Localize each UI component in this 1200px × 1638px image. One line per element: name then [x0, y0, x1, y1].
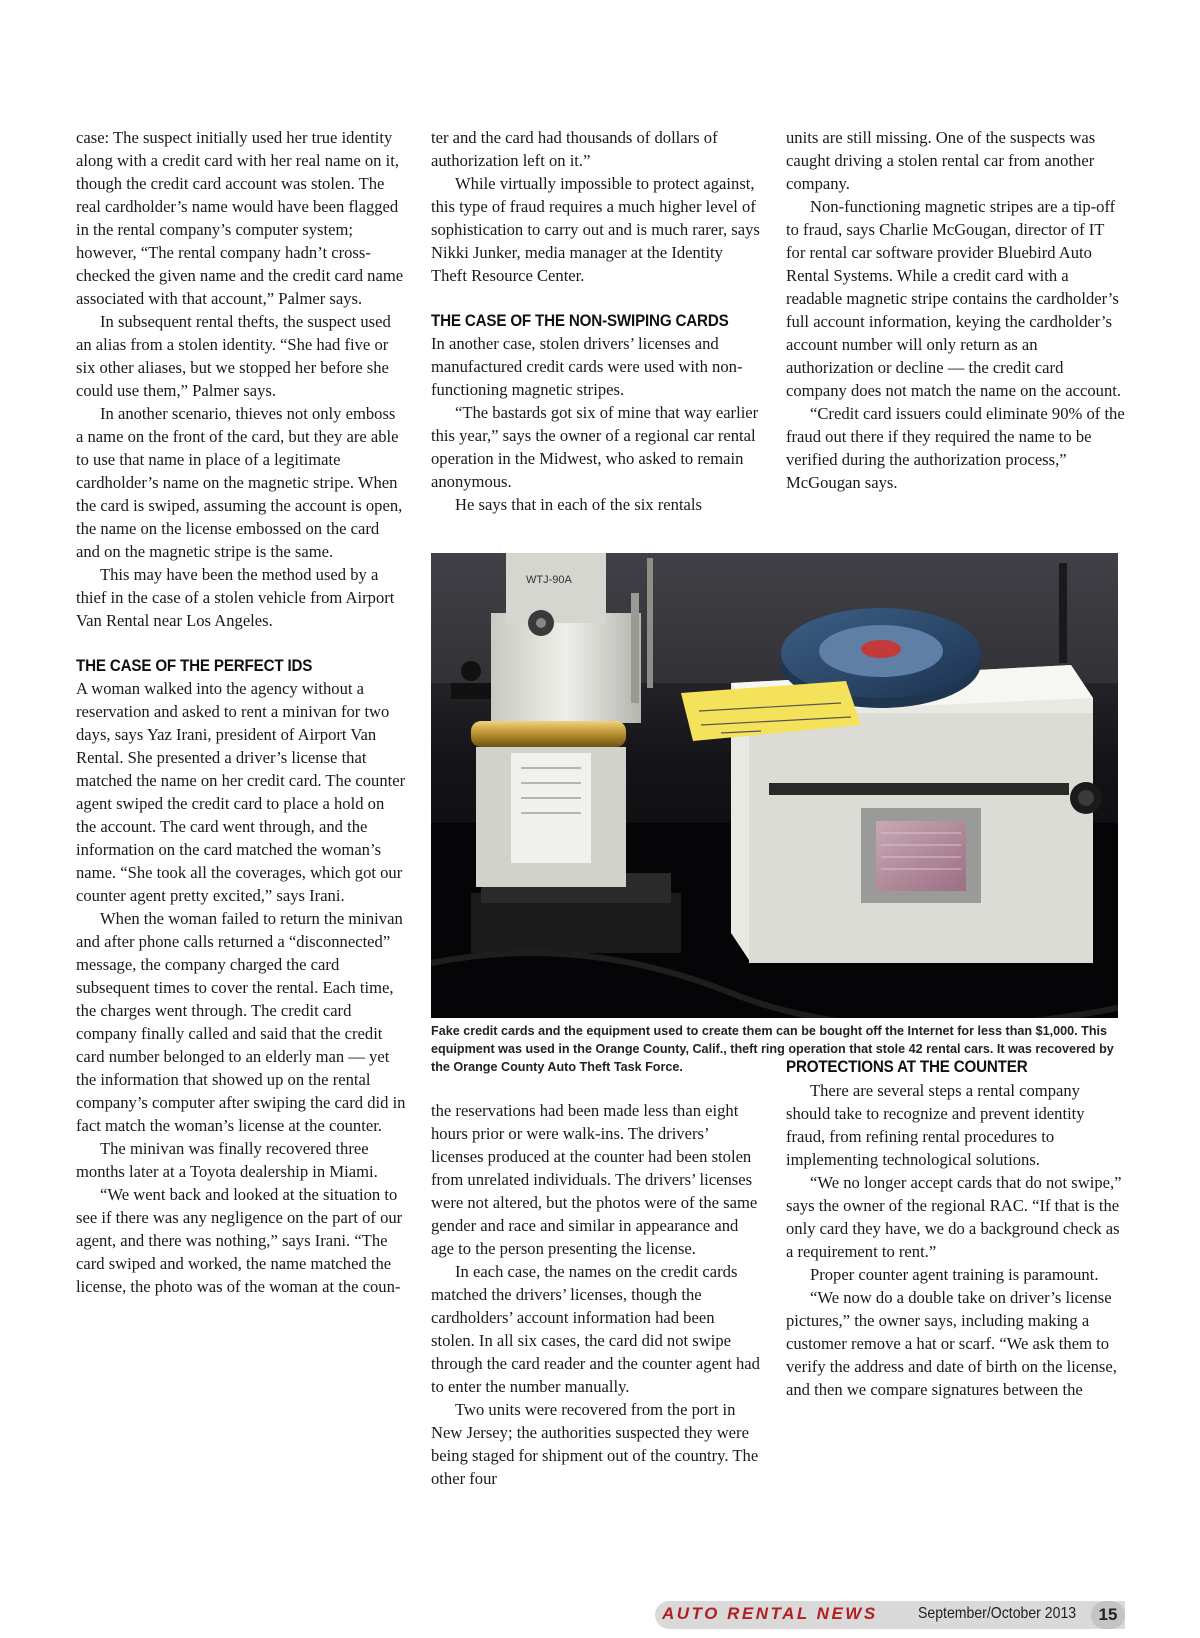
body-paragraph: Non-functioning magnetic stripes are a tip-off to fraud, says Charlie McGougan, director of IT for rental car software provider Bluebird Auto Rental Systems. While a credit card with a readable magnetic stripe contains the cardholder’s full account information, keying the cardholder’s account number will only return as an authorization or decline — the credit card company does not match the name on the account. — [786, 197, 1121, 400]
section-heading: PROTECTIONS AT THE COUNTER — [786, 1058, 1028, 1076]
body-paragraph: This may have been the method used by a thief in the case of a stolen vehicle from Airport Van Rental near Los Angeles. — [76, 565, 395, 630]
page-number: 15 — [1091, 1601, 1125, 1629]
photo-caption: Fake credit cards and the equipment used to create them can be bought off the Internet for less than $1,000. This equipment was used in the Orange County, Calif., theft ring operation that stole 42 rental cars. It was recovered by the Orange County Auto Theft Task Force. — [431, 1024, 1114, 1074]
article-column-3 — [786, 126, 1126, 494]
body-paragraph: units are still missing. One of the suspects was caught driving a stolen rental car from another company. — [786, 128, 1096, 193]
body-paragraph: ter and the card had thousands of dollars of authorization left on it.” — [431, 128, 718, 170]
body-paragraph: “We now do a double take on driver’s license pictures,” the owner says, including making a customer remove a hat or scarf. “We ask them to verify the address and date of birth on the license, and then we compare signatures between the — [786, 1288, 1117, 1399]
publication-name: AUTO RENTAL NEWS — [662, 1604, 878, 1623]
machine-label: WTJ-90A — [526, 574, 572, 586]
body-paragraph: “We no longer accept cards that do not swipe,” says the owner of the regional RAC. “If that is the only card they have, we do a background check as a requirement to rent.” — [786, 1173, 1122, 1261]
body-paragraph: Proper counter agent training is paramount. — [810, 1265, 1099, 1284]
body-paragraph: The minivan was finally recovered three months later at a Toyota dealership in Miami. — [76, 1139, 378, 1181]
body-paragraph: He says that in each of the six rentals — [455, 495, 702, 514]
equipment-photo — [431, 553, 1118, 1018]
article-column-1 — [76, 126, 406, 1298]
body-paragraph: In subsequent rental thefts, the suspect used an alias from a stolen identity. “She had five or six other aliases, but we stopped her before she could use them,” Palmer says. — [76, 312, 391, 400]
article-column-2-continued — [431, 1099, 761, 1490]
body-paragraph: “Credit card issuers could eliminate 90% of the fraud out there if they required the name to be verified during the authorization process,” McGougan says. — [786, 404, 1125, 492]
issue-date: September/October 2013 — [918, 1605, 1077, 1622]
body-paragraph: While virtually impossible to protect against, this type of fraud requires a much higher level of sophistication to carry out and is much rarer, says Nikki Junker, media manager at the Identity Theft Resource Center. — [431, 174, 760, 285]
body-paragraph: A woman walked into the agency without a reservation and asked to rent a minivan for two days, says Yaz Irani, president of Airport Van Rental. She presented a driver’s license that matched the name on her credit card. The counter agent swiped the credit card to place a hold on the account. The card went through, and the information on the card matched the woman’s name. “She took all the coverages, which got our counter agent pretty excited,” says Irani. — [76, 679, 406, 905]
body-paragraph: When the woman failed to return the minivan and after phone calls returned a “disconnected” message, the company charged the card subsequent times to cover the rental. Each time, the charges went through. The credit card company finally called and said that the credit card number belonged to an elderly man — yet the information that showed up on the rental company’s computer after swiping the card did in fact match the woman’s license at the counter. — [76, 909, 406, 1135]
body-paragraph: “We went back and looked at the situation to see if there was any negligence on the part of our agent, and there was nothing,” says Irani. “The card swiped and worked, the name matched the license, the photo was of the woman at the coun- — [76, 1185, 403, 1296]
body-paragraph: In each case, the names on the credit cards matched the drivers’ licenses, though the cardholders’ account information had been stolen. In all six cases, the card did not swipe through the card reader and the counter agent had to enter the number manually. — [431, 1262, 760, 1396]
body-paragraph: In another scenario, thieves not only emboss a name on the front of the card, but they are able to use that name in place of a legitimate cardholder’s name on the magnetic stripe. When the card is swiped, assuming the account is open, the name on the license embossed on the card and on the magnetic stripe is the same. — [76, 404, 403, 561]
article-column-3-continued — [786, 1056, 1126, 1401]
body-paragraph: case: The suspect initially used her true identity along with a credit card with her real name on it, though the credit card account was stolen. The real cardholder’s name would have been flagged in the rental company’s computer system; however, “The rental company hadn’t cross-checked the given name and the credit card name associated with that account,” Palmer says. — [76, 128, 404, 308]
body-paragraph: In another case, stolen drivers’ licenses and manufactured credit cards were used with non-functioning magnetic stripes. — [431, 334, 743, 399]
body-paragraph: There are several steps a rental company should take to recognize and prevent identity fraud, from refining rental procedures to implementing technological solutions. — [786, 1081, 1085, 1169]
section-heading: THE CASE OF THE NON-SWIPING CARDS — [431, 312, 729, 330]
body-paragraph: Two units were recovered from the port in New Jersey; the authorities suspected they were being staged for shipment out of the country. The other four — [431, 1400, 759, 1488]
section-heading: THE CASE OF THE PERFECT IDS — [76, 657, 313, 675]
article-column-2 — [431, 126, 761, 516]
body-paragraph: “The bastards got six of mine that way earlier this year,” says the owner of a regional car rental operation in the Midwest, who asked to remain anonymous. — [431, 403, 759, 491]
body-paragraph: the reservations had been made less than eight hours prior or were walk-ins. The drivers’ licenses produced at the counter had been stolen from unrelated individuals. The drivers’ licenses were not altered, but the photos were of the same gender and race and similar in appearance and age to the person presenting the license. — [431, 1101, 758, 1258]
